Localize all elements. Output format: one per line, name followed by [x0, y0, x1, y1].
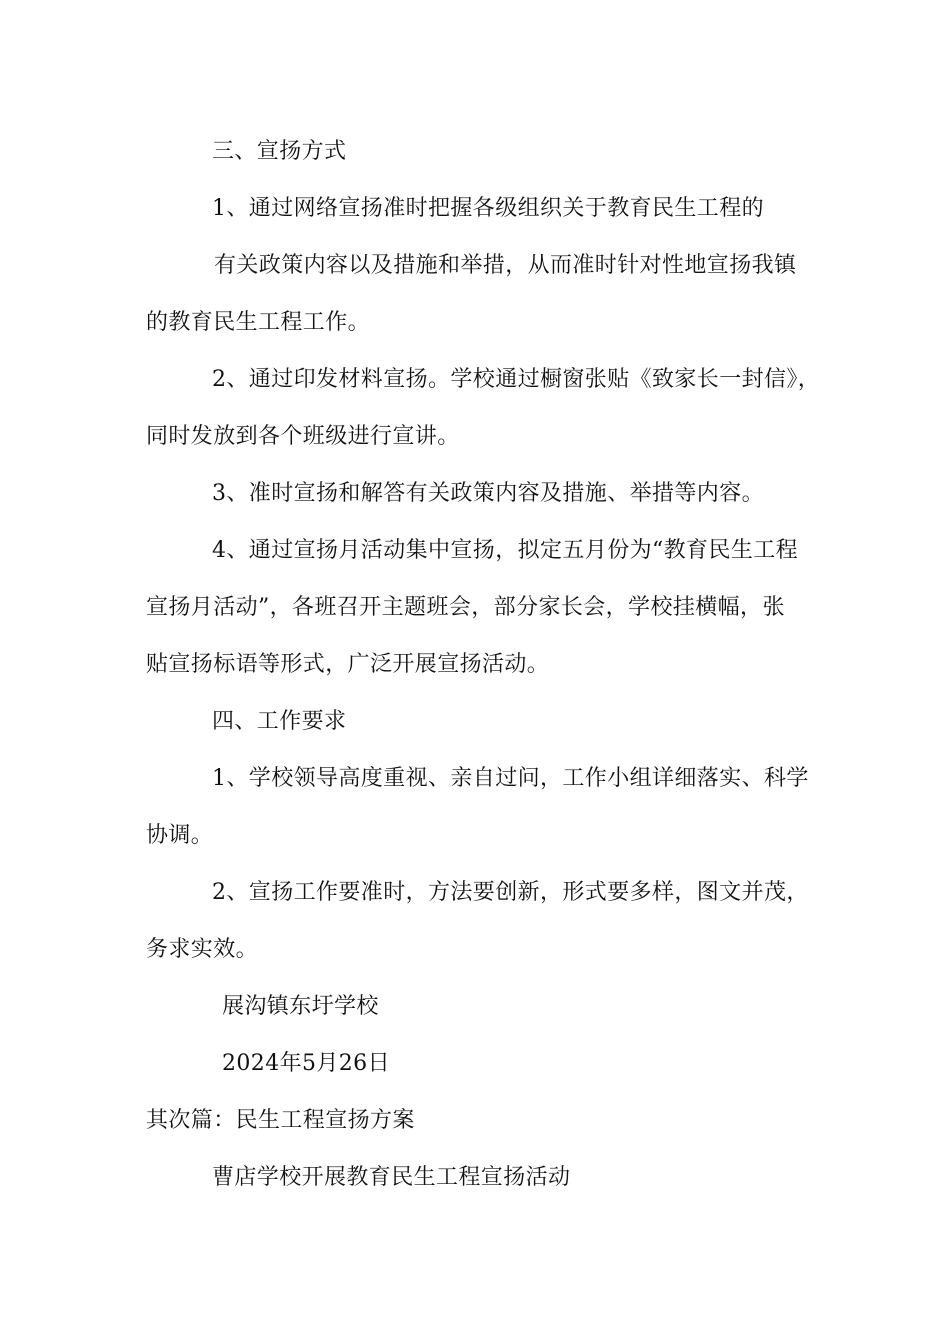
paragraph-line: 同时发放到各个班级进行宣讲。: [146, 424, 460, 449]
paragraph-line: 务求实效。: [146, 937, 259, 962]
paragraph-line: 2、宣扬工作要准时，方法要创新，形式要多样，图文并茂，: [212, 880, 809, 905]
signature-date: 2024年5月26日: [222, 1051, 390, 1076]
paragraph-line: 4、通过宣扬月活动集中宣扬，拟定五月份为“教育民生工程: [212, 538, 799, 563]
paragraph-line: 的教育民生工程工作。: [146, 310, 371, 335]
section-heading-work-requirements: 四、工作要求: [212, 709, 347, 734]
paragraph-line: 贴宣扬标语等形式，广泛开展宣扬活动。: [146, 652, 550, 677]
paragraph-line: 有关政策内容以及措施和举措，从而准时针对性地宣扬我镇: [214, 253, 797, 278]
paragraph-line: 3、准时宣扬和解答有关政策内容及措施、举措等内容。: [212, 481, 764, 506]
paragraph-line: 协调。: [146, 823, 214, 848]
article-title: 曹店学校开展教育民生工程宣扬活动: [212, 1165, 571, 1190]
paragraph-line: 1、通过网络宣扬准时把握各级组织关于教育民生工程的: [212, 196, 764, 221]
paragraph-line: 1、学校领导高度重视、亲自过问，工作小组详细落实、科学: [212, 766, 809, 791]
part-two-heading: 其次篇：民生工程宣扬方案: [146, 1108, 415, 1133]
signature-school-name: 展沟镇东圩学校: [222, 994, 379, 1019]
paragraph-line: 宣扬月活动”，各班召开主题班会，部分家长会，学校挂横幅，张: [146, 595, 785, 620]
paragraph-line: 2、通过印发材料宣扬。学校通过橱窗张贴《致家长一封信》，: [212, 367, 821, 392]
section-heading-publicity-methods: 三、宣扬方式: [212, 139, 347, 164]
